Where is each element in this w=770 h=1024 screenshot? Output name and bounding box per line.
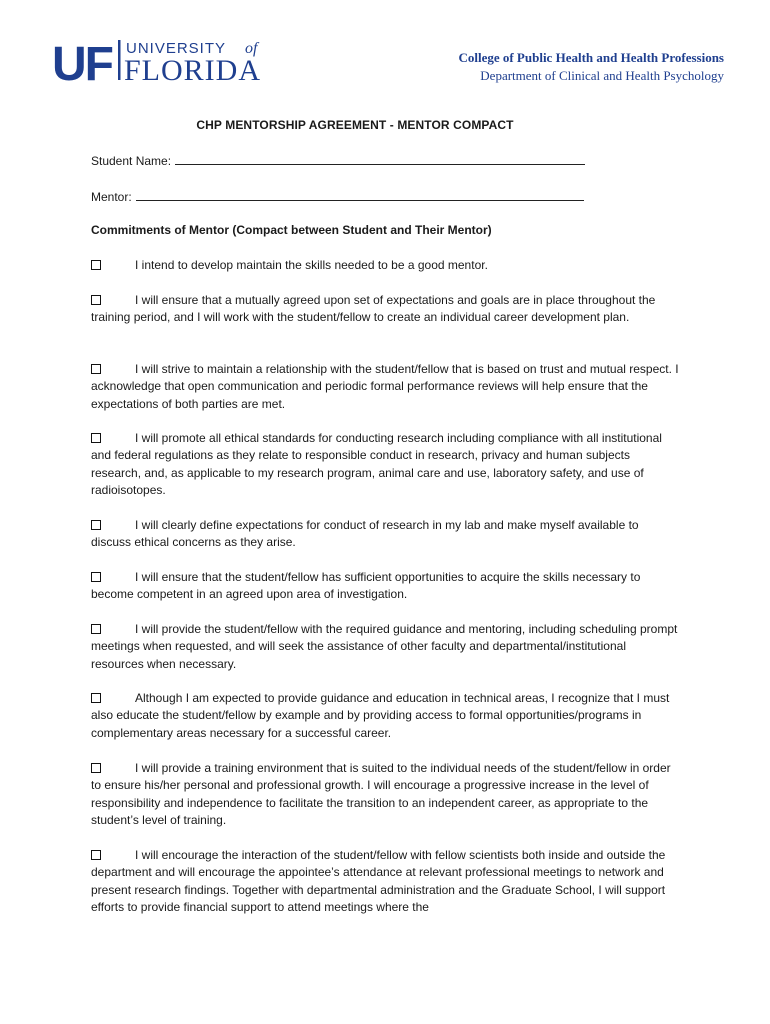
- logo-of: of: [245, 40, 258, 57]
- commitment-item: [91, 621, 681, 673]
- commitment-item: [91, 257, 681, 274]
- checkbox[interactable]: [91, 433, 101, 443]
- commitment-item: [91, 292, 681, 327]
- commitment-item: [91, 847, 681, 917]
- commitment-text: I intend to develop maintain the skills needed to be a good mentor.: [135, 258, 488, 272]
- commitment-text: Although I am expected to provide guidance and education in technical areas, I recognize that I must also educate the student/fellow by example and by providing access to formal opportunities/programs in complementary areas necessary for a successful career.: [91, 691, 670, 740]
- commitment-text: I will strive to maintain a relationship with the student/fellow that is based on trust and mutual respect. I acknowledge that open communication and periodic formal performance reviews will help ensure that the expectations of both parties are met.: [91, 362, 679, 411]
- commitment-item: [91, 690, 681, 742]
- checkbox[interactable]: [91, 364, 101, 374]
- logo-university: UNIVERSITY: [126, 40, 227, 57]
- checkbox[interactable]: [91, 850, 101, 860]
- mentor-field[interactable]: [91, 189, 584, 204]
- mentor-line[interactable]: [136, 189, 584, 201]
- checkbox[interactable]: [91, 520, 101, 530]
- commitment-text: I will clearly define expectations for conduct of research in my lab and make myself available to discuss ethical concerns as they arise.: [91, 518, 639, 550]
- commitment-text: I will provide a training environment that is suited to the individual needs of the student/fellow in order to ensure his/her personal and professional growth. I will encourage a progressive increase in the level of responsibility and independence to facilitate the transition to an independent career, as appropriate to the student’s level of training.: [91, 761, 671, 828]
- logo-florida: FLORIDA: [124, 54, 262, 84]
- section-heading: Commitments of Mentor (Compact between Student and Their Mentor): [91, 223, 492, 237]
- commitment-item: [91, 361, 681, 413]
- checkbox[interactable]: [91, 624, 101, 634]
- checkbox[interactable]: [91, 693, 101, 703]
- checkbox[interactable]: [91, 763, 101, 773]
- student-name-label: Student Name:: [91, 154, 172, 168]
- uf-logo: [52, 38, 282, 84]
- commitment-text: I will promote all ethical standards for conducting research including compliance with all institutional and federal regulations as they relate to responsible conduct in research, privacy and human subjects research, and, as applicable to my research program, animal care and use, laboratory safety, and use of radioisotopes.: [91, 431, 662, 498]
- commitment-text: I will encourage the interaction of the student/fellow with fellow scientists both inside and outside the department and will encourage the appointee’s attendance at relevant professional meetings to network and present research findings. Together with departmental administration and the Graduate School, I will support efforts to provide financial support to attend meetings where the: [91, 848, 666, 915]
- commitment-text: I will ensure that the student/fellow has sufficient opportunities to acquire the skills necessary to become competent in an agreed upon area of investigation.: [91, 570, 641, 602]
- mentor-label: Mentor:: [91, 190, 132, 204]
- commitment-item: [91, 760, 681, 830]
- checkbox[interactable]: [91, 295, 101, 305]
- document-title: CHP MENTORSHIP AGREEMENT - MENTOR COMPACT: [196, 118, 514, 132]
- logo-monogram: UF: [52, 38, 112, 84]
- checkbox[interactable]: [91, 572, 101, 582]
- commitment-text: I will ensure that a mutually agreed upon set of expectations and goals are in place throughout the training period, and I will work with the student/fellow to create an individual career development plan.: [91, 293, 656, 325]
- commitment-item: [91, 517, 681, 552]
- commitment-text: I will provide the student/fellow with the required guidance and mentoring, including scheduling prompt meetings when requested, and will seek the assistance of other faculty and departmental/institutional resources when necessary.: [91, 622, 678, 671]
- department-name: Department of Clinical and Health Psychology: [480, 68, 724, 83]
- commitment-item: [91, 430, 681, 500]
- commitment-item: [91, 569, 681, 604]
- student-name-field[interactable]: [91, 153, 585, 168]
- student-name-line[interactable]: [175, 153, 585, 165]
- checkbox[interactable]: [91, 260, 101, 270]
- college-name: College of Public Health and Health Professions: [458, 50, 724, 65]
- college-block: [458, 49, 724, 85]
